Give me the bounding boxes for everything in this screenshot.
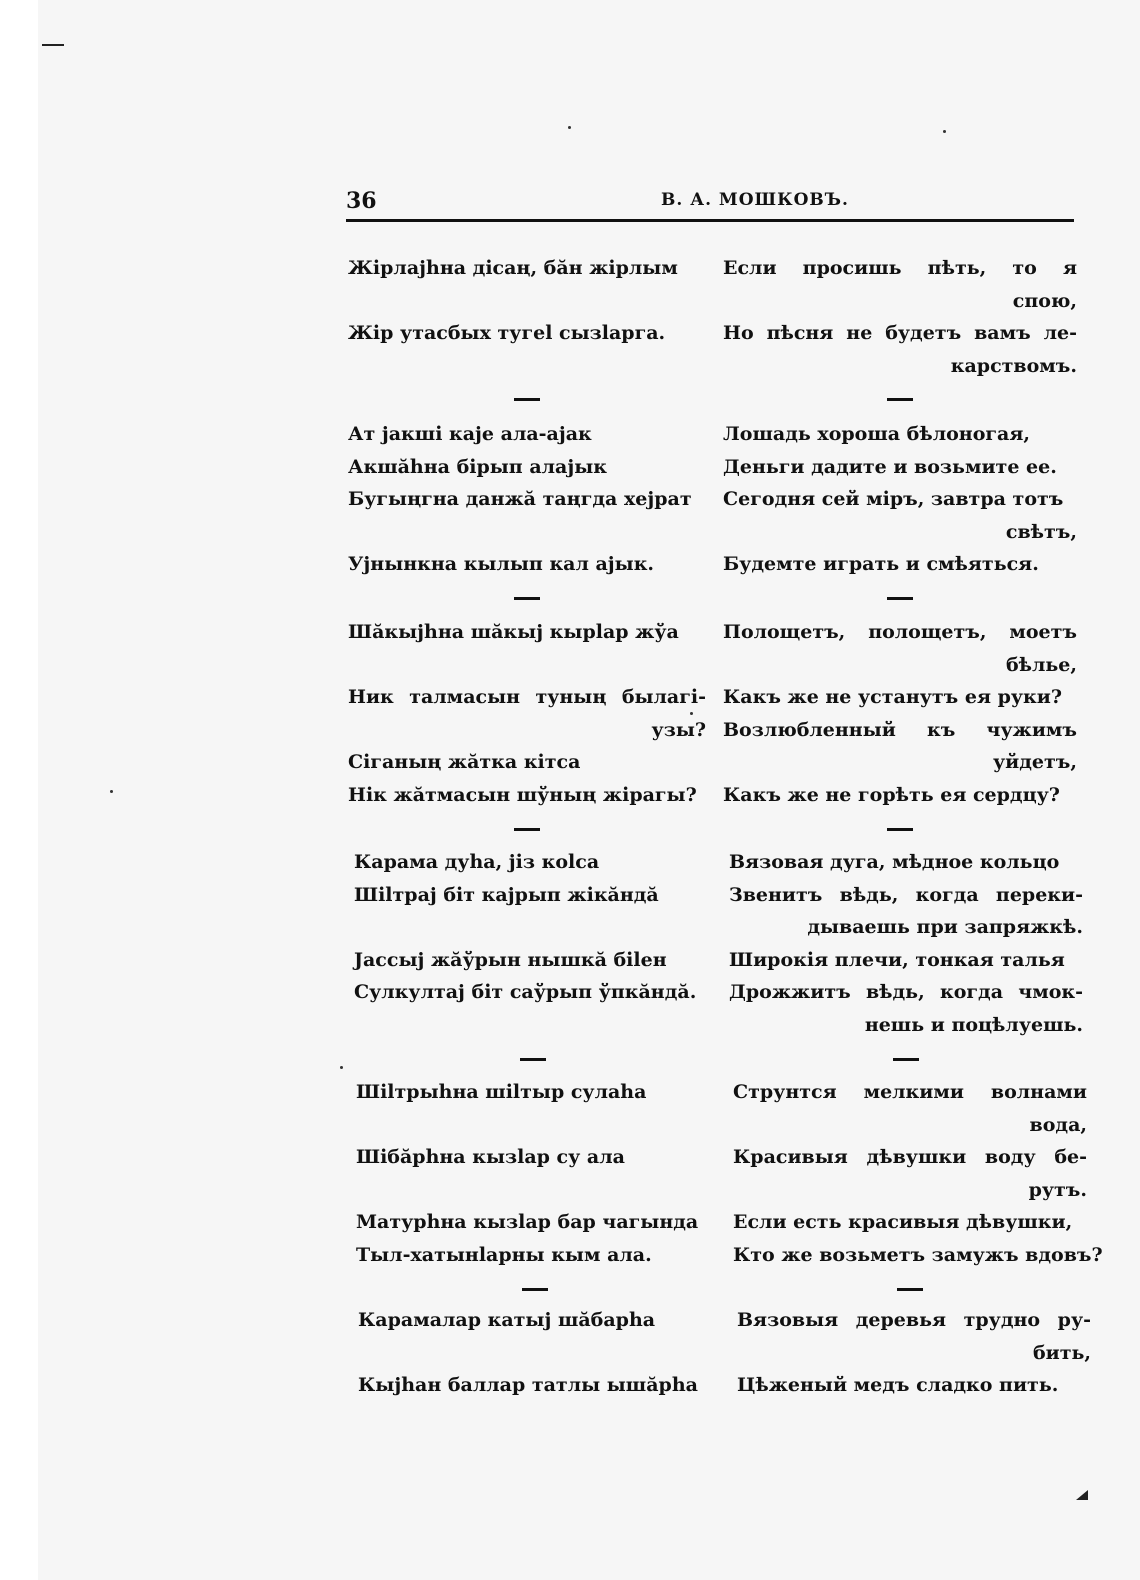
verse-line: Ујнынкна кылып кал ајык. xyxy=(348,553,655,575)
translation-line: Какъ же не устанутъ ея руки? xyxy=(723,686,1062,708)
russian-column xyxy=(729,846,1083,1041)
verse-line: Шіlтрај біт кајрып жікăндă xyxy=(354,883,659,906)
stanza-separator xyxy=(348,812,706,845)
verse-line: Нік жăтмасын шўның жірагы? xyxy=(348,783,697,806)
translation-line: Полощетъ, полощетъ, моетъ xyxy=(723,621,1077,643)
translation-line: Будемте играть и смѣяться. xyxy=(723,553,1039,575)
translation-line: Если есть красивыя дѣвушки, xyxy=(733,1211,1073,1233)
scan-arrow-mark xyxy=(1076,1490,1088,1500)
verse-line: Тыл-хатынlарны кым ала. xyxy=(356,1243,652,1266)
verse-line: Жірлајhна дісаң, бăн жірлым xyxy=(348,257,678,279)
verse-line: Кыјhан баллар татлы ышăрhа xyxy=(358,1374,698,1396)
translation-line: Дрожжитъ вѣдь, когда чмок- xyxy=(729,981,1083,1003)
tatar-column xyxy=(348,252,706,350)
tatar-column xyxy=(348,616,706,811)
tatar-column xyxy=(356,1076,714,1271)
stanza-separator xyxy=(354,1042,712,1075)
translation-line: свѣтъ, xyxy=(1005,520,1077,543)
scan-speck xyxy=(943,130,946,133)
verse-line: Жір утасбых тугеl сызlарга. xyxy=(348,322,666,344)
stanza-separator xyxy=(356,1272,714,1305)
russian-column xyxy=(723,616,1077,811)
verse-gap xyxy=(358,1337,716,1370)
scan-speck xyxy=(568,126,571,129)
translation-line: спою, xyxy=(1012,289,1077,312)
verse-line: Акшăhна бірып алајык xyxy=(348,455,607,478)
stanza-separator xyxy=(723,581,1077,614)
stanza xyxy=(0,616,1140,816)
translation-line: карствомъ. xyxy=(950,354,1077,377)
verse-line: Шіlтрыhна шіlтыр сулаhа xyxy=(356,1081,647,1103)
verse-line: Карамалар катыј шăбарhа xyxy=(358,1309,656,1331)
page-header xyxy=(346,186,1074,220)
verse-line: Бугыңгна данжă таңгда хејрат xyxy=(348,488,692,510)
verse-line: Матурhна кызlар бар чагында xyxy=(356,1211,699,1233)
translation-line: Струнтся мелкими волнами xyxy=(733,1081,1087,1103)
russian-column xyxy=(737,1304,1091,1402)
stanza xyxy=(0,418,1140,588)
translation-line: Красивыя дѣвушки воду бе- xyxy=(733,1146,1087,1168)
translation-line: Звенитъ вѣдь, когда переки- xyxy=(729,883,1083,906)
stanza xyxy=(0,1076,1140,1276)
verse-line: Сулкултај біт саўрып ўпкăндă. xyxy=(354,981,697,1003)
tatar-column xyxy=(358,1304,716,1402)
stanza-separator xyxy=(723,812,1077,845)
tatar-column xyxy=(354,846,712,1009)
scan-speck xyxy=(340,1066,343,1069)
translation-line: уйдетъ, xyxy=(993,751,1077,773)
translation-line: Лошадь хороша бѣлоногая, xyxy=(723,423,1030,445)
tatar-column xyxy=(348,418,706,581)
verse-line: Ник талмасын туның былагі- xyxy=(348,686,706,708)
translation-line: Сегодня сей міръ, завтра тотъ xyxy=(723,488,1064,510)
translation-line: нешь и поцѣлуешь. xyxy=(864,1013,1083,1036)
russian-column xyxy=(723,252,1077,382)
verse-gap xyxy=(356,1174,714,1207)
verse-line: Ат јакші каје ала-ајак xyxy=(348,423,592,445)
translation-line: бѣлье, xyxy=(1005,653,1077,676)
translation-line: Цѣженый медъ сладко пить. xyxy=(737,1374,1059,1396)
stanza xyxy=(0,846,1140,1046)
page-number: 36 xyxy=(346,188,377,214)
verse-gap xyxy=(356,1109,714,1142)
stanza xyxy=(0,1304,1140,1414)
verse-line: Шібăрhна кызlар су ала xyxy=(356,1146,625,1168)
translation-line: рутъ. xyxy=(1028,1178,1087,1201)
translation-line: вода, xyxy=(1029,1113,1087,1136)
stanza-separator xyxy=(733,1272,1087,1305)
translation-line: Вязовая дуга, мѣдное кольцо xyxy=(729,851,1060,873)
translation-line: Вязовыя деревья трудно ру- xyxy=(737,1309,1091,1331)
running-head: В. А. МОШКОВЪ. xyxy=(661,190,849,210)
translation-line: Какъ же не горѣть ея сердцу? xyxy=(723,783,1060,806)
verse-line: Карама дуhа, јіз коlса xyxy=(354,851,600,873)
translation-line: бить, xyxy=(1032,1341,1091,1364)
stanza-separator xyxy=(348,382,706,415)
verse-line: Сіганың жăтка кітса xyxy=(348,751,581,773)
translation-line: Кто же возьметъ замужъ вдовъ? xyxy=(733,1243,1103,1266)
verse-line: Јассыј жăўрын нышкă біlен xyxy=(354,948,667,971)
verse-gap xyxy=(354,911,712,944)
stanza-separator xyxy=(723,382,1077,415)
verse-gap xyxy=(348,516,706,549)
stanza-separator xyxy=(348,581,706,614)
translation-line: Если просишь пѣть, то я xyxy=(723,257,1077,279)
header-rule xyxy=(346,219,1074,222)
stanza-separator xyxy=(729,1042,1083,1075)
russian-column xyxy=(723,418,1077,581)
russian-column xyxy=(733,1076,1103,1271)
stanza xyxy=(0,252,1140,392)
translation-line: Возлюбленный къ чужимъ xyxy=(723,718,1077,741)
verse-line: Шăкыјhна шăкыј кырlар жўа xyxy=(348,621,679,643)
verse-gap xyxy=(348,649,706,682)
translation-line: Но пѣсня не будетъ вамъ ле- xyxy=(723,322,1077,344)
verse-line: узы? xyxy=(651,718,706,741)
verse-gap xyxy=(348,285,706,318)
translation-line: Деньги дадите и возьмите ее. xyxy=(723,455,1057,478)
translation-line: дываешь при запряжкѣ. xyxy=(807,916,1083,938)
scan-corner-mark xyxy=(42,44,64,46)
translation-line: Широкія плечи, тонкая талья xyxy=(729,948,1065,971)
